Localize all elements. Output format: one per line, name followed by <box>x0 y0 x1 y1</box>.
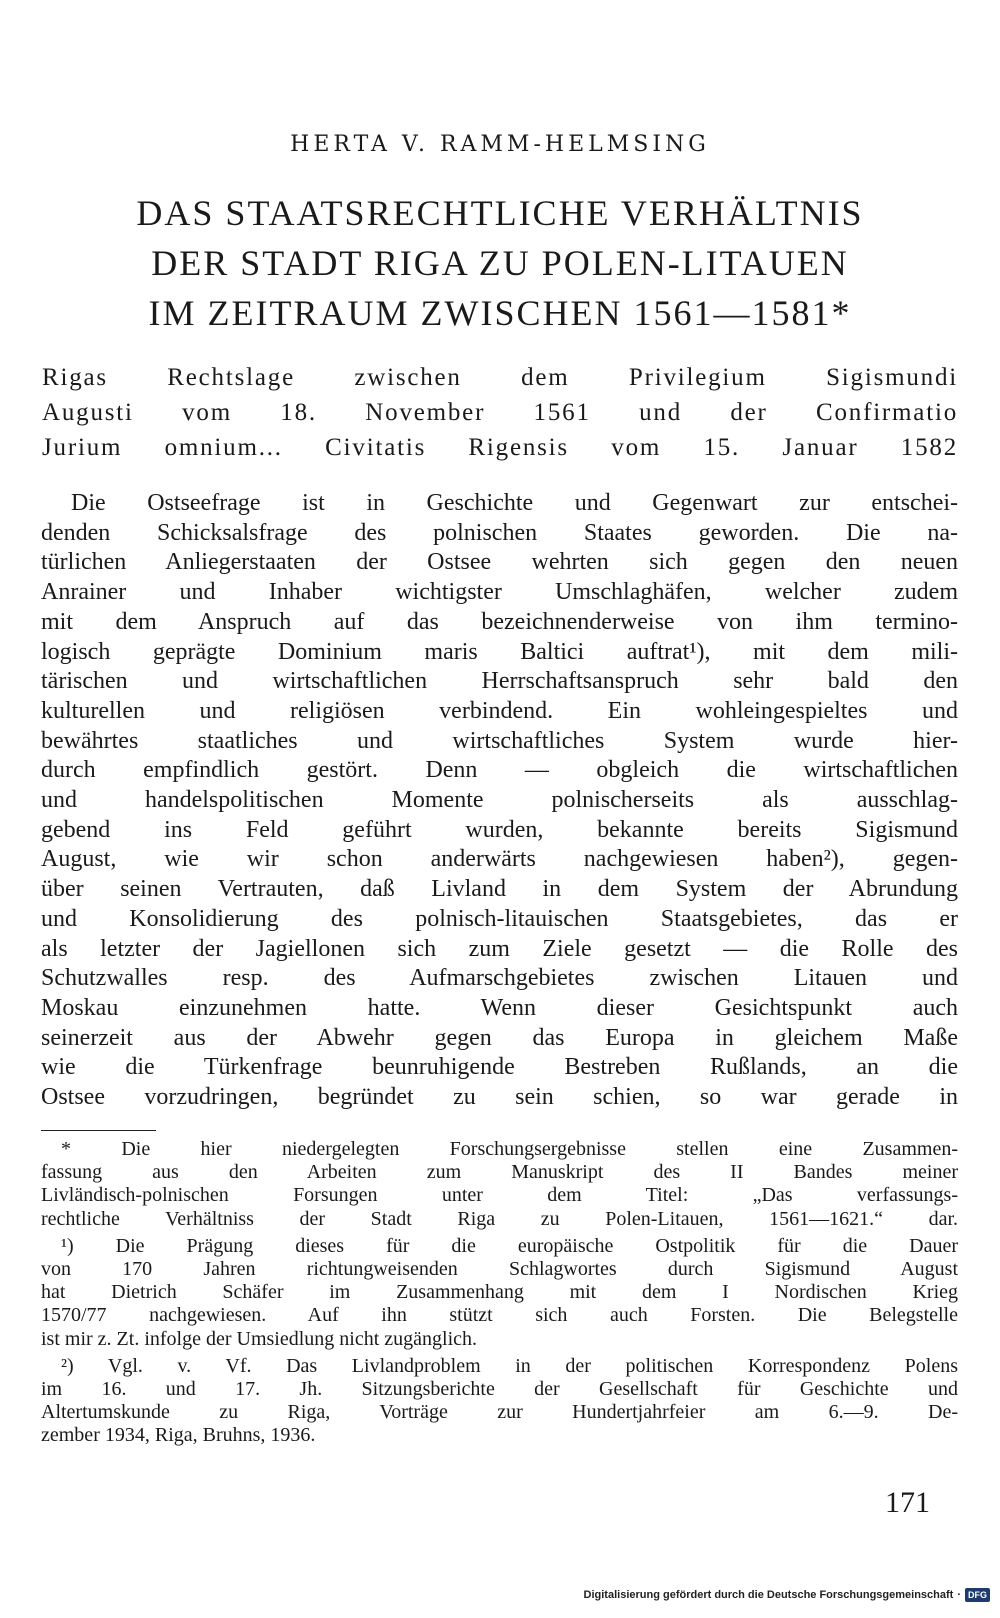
footnote-line: von 170 Jahren richtungweisenden Schlagwortes durch Sigismund August <box>41 1258 958 1281</box>
footnote-separator <box>41 1130 156 1131</box>
body-line: wie die Türkenfrage beunruhigende Bestreben Rußlands, an die <box>41 1054 958 1081</box>
footnote-star <box>41 1138 958 1231</box>
body-line: gebend ins Feld geführt wurden, bekannte bereits Sigismund <box>41 816 958 843</box>
title-line: DAS STAATSRECHTLICHE VERHÄLTNIS <box>136 193 864 233</box>
footnote-line: rechtliche Verhältniss der Stadt Riga zu Polen-Litauen, 1561—1621.“ dar. <box>41 1207 958 1230</box>
body-line: August, wie wir schon anderwärts nachgewiesen haben²), gegen- <box>41 846 958 873</box>
body-line: durch empfindlich gestört. Denn — obgleich die wirtschaftlichen <box>41 757 958 784</box>
body-paragraph <box>41 489 958 1113</box>
body-line: Die Ostseefrage ist in Geschichte und Gegenwart zur entschei- <box>71 490 958 516</box>
body-line: bewährtes staatliches und wirtschaftliches System wurde hier- <box>41 727 958 754</box>
footnote-line: fassung aus den Arbeiten zum Manuskript des II Bandes meiner <box>41 1161 958 1184</box>
digitization-credit: Digitalisierung gefördert durch die Deutsche Forschungsgemeinschaft · DFG <box>584 1588 990 1602</box>
footnotes <box>41 1138 958 1452</box>
footnote-line: Altertumskunde zu Riga, Vorträge zur Hundertjahrfeier am 6.—9. De- <box>41 1401 958 1424</box>
body-line: tärischen und wirtschaftlichen Herrschaftsanspruch sehr bald den <box>41 668 958 695</box>
title-line: DER STADT RIGA ZU POLEN-LITAUEN <box>151 243 849 283</box>
body-line: denden Schicksalsfrage des polnischen Staates geworden. Die na- <box>41 519 958 546</box>
footnote-line: Livländisch-polnischen Forsungen unter dem Titel: „Das verfassungs- <box>41 1184 958 1207</box>
article-subtitle <box>42 360 958 465</box>
footnote-line: * Die hier niedergelegten Forschungsergebnisse stellen eine Zusammen- <box>61 1138 958 1160</box>
title-line: IM ZEITRAUM ZWISCHEN 1561—1581* <box>148 293 852 333</box>
digitization-note: Digitalisierung gefördert durch die Deutsche Forschungsgemeinschaft <box>583 1589 954 1601</box>
footnote-line: ist mir z. Zt. infolge der Umsiedlung nicht zugänglich. <box>41 1327 478 1350</box>
footnote-1 <box>41 1235 958 1351</box>
subtitle-line: Rigas Rechtslage zwischen dem Privilegium Sigismundi <box>42 364 958 391</box>
subtitle-line: Jurium omnium... Civitatis Rigensis vom 15. Januar 1582 <box>42 434 958 461</box>
body-line: Ostsee vorzudringen, begründet zu sein schien, so war gerade in <box>41 1084 958 1111</box>
body-line: und handelspolitischen Momente polnischerseits als ausschlag- <box>41 787 958 814</box>
author-name: HERTA V. RAMM-HELMSING <box>290 132 710 157</box>
article-title <box>60 188 940 338</box>
footnote-line: hat Dietrich Schäfer im Zusammenhang mit dem I Nordischen Krieg <box>41 1281 958 1304</box>
body-line: logisch geprägte Dominium maris Baltici auftrat¹), mit dem mili- <box>41 638 958 665</box>
footnote-line: zember 1934, Riga, Bruhns, 1936. <box>41 1424 316 1447</box>
body-line: kulturellen und religiösen verbindend. Ein wohleingespieltes und <box>41 697 958 724</box>
body-line: Anrainer und Inhaber wichtigster Umschlaghäfen, welcher zudem <box>41 579 958 606</box>
body-line: seinerzeit aus der Abwehr gegen das Europa in gleichem Maße <box>41 1024 958 1051</box>
page-number: 171 <box>885 1486 930 1519</box>
body-line: Schutzwalles resp. des Aufmarschgebietes zwischen Litauen und <box>41 965 958 992</box>
body-line: über seinen Vertrauten, daß Livland in dem System der Abrundung <box>41 876 958 903</box>
body-line: als letzter der Jagiellonen sich zum Ziele gesetzt — die Rolle des <box>41 935 958 962</box>
body-line: türlichen Anliegerstaaten der Ostsee wehrten sich gegen den neuen <box>41 549 958 576</box>
body-line: Moskau einzunehmen hatte. Wenn dieser Gesichtspunkt auch <box>41 994 958 1021</box>
body-line: und Konsolidierung des polnisch-litauischen Staatsgebietes, das er <box>41 905 958 932</box>
footnote-2 <box>41 1355 958 1448</box>
subtitle-line: Augusti vom 18. November 1561 und der Confirmatio <box>42 399 958 426</box>
footnote-line: ¹) Die Prägung dieses für die europäische Ostpolitik für die Dauer <box>61 1234 958 1257</box>
footnote-line: im 16. und 17. Jh. Sitzungsberichte der Gesellschaft für Geschichte und <box>41 1378 958 1401</box>
footnote-line: ²) Vgl. v. Vf. Das Livlandproblem in der politischen Korrespondenz Polens <box>61 1354 958 1377</box>
dfg-logo-icon: DFG <box>965 1588 990 1602</box>
footnote-line: 1570/77 nachgewiesen. Auf ihn stützt sich auch Forsten. Die Belegstelle <box>41 1304 958 1327</box>
body-line: mit dem Anspruch auf das bezeichnenderweise von ihm termino- <box>41 608 958 635</box>
